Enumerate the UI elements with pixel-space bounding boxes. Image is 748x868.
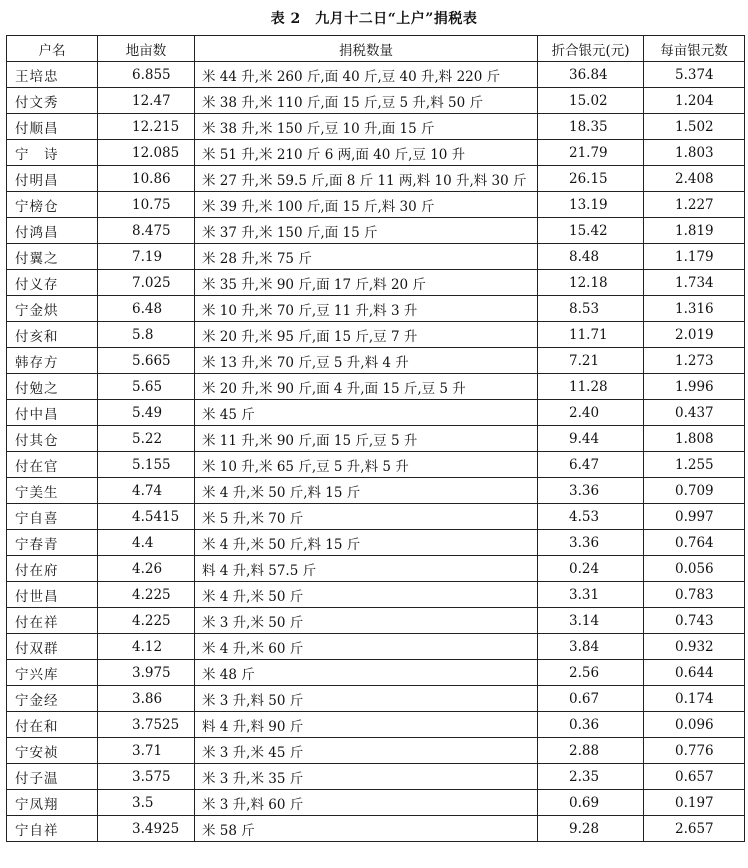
silver-equivalent-cell: 13.19 [538,192,644,218]
land-area-cell: 3.975 [98,660,195,686]
tax-amount-cell: 料 4 升,料 90 斤 [195,712,538,738]
land-area-cell: 10.75 [98,192,195,218]
table-row [7,62,745,88]
household-name-cell: 宁兴库 [7,660,98,686]
table-row [7,88,745,114]
silver-equivalent-cell: 3.36 [538,530,644,556]
land-area-cell: 7.19 [98,244,195,270]
land-area-cell: 12.215 [98,114,195,140]
tax-amount-cell: 米 3 升,米 45 斤 [195,738,538,764]
silver-per-mu-cell: 0.709 [644,478,745,504]
silver-equivalent-cell: 12.18 [538,270,644,296]
household-name-cell: 宁春青 [7,530,98,556]
header-silver-per-mu: 每亩银元数 [644,36,745,62]
tax-amount-cell: 米 4 升,米 60 斤 [195,634,538,660]
silver-equivalent-cell: 11.28 [538,374,644,400]
household-name-cell: 宁安祯 [7,738,98,764]
land-area-cell: 5.49 [98,400,195,426]
silver-per-mu-cell: 5.374 [644,62,745,88]
header-household-name: 户名 [7,36,98,62]
table-row [7,686,745,712]
land-area-cell: 5.22 [98,426,195,452]
table-row [7,322,745,348]
household-name-cell: 付在和 [7,712,98,738]
silver-equivalent-cell: 0.36 [538,712,644,738]
silver-per-mu-cell: 1.996 [644,374,745,400]
silver-equivalent-cell: 6.47 [538,452,644,478]
silver-per-mu-cell: 0.932 [644,634,745,660]
silver-per-mu-cell: 1.819 [644,218,745,244]
tax-amount-cell: 米 3 升,料 50 斤 [195,686,538,712]
table-row [7,270,745,296]
land-area-cell: 4.225 [98,582,195,608]
land-area-cell: 3.575 [98,764,195,790]
land-area-cell: 3.71 [98,738,195,764]
silver-per-mu-cell: 1.227 [644,192,745,218]
table-row [7,426,745,452]
silver-per-mu-cell: 0.783 [644,582,745,608]
table-row [7,192,745,218]
table-row [7,634,745,660]
land-area-cell: 4.12 [98,634,195,660]
silver-equivalent-cell: 8.48 [538,244,644,270]
tax-amount-cell: 米 5 升,米 70 斤 [195,504,538,530]
land-area-cell: 3.5 [98,790,195,816]
table-row [7,790,745,816]
tax-amount-cell: 米 4 升,米 50 斤 [195,582,538,608]
silver-equivalent-cell: 2.35 [538,764,644,790]
land-area-cell: 6.48 [98,296,195,322]
household-name-cell: 宁凤翔 [7,790,98,816]
table-row [7,712,745,738]
table-row [7,478,745,504]
tax-amount-cell: 米 37 升,米 150 斤,面 15 斤 [195,218,538,244]
silver-equivalent-cell: 0.67 [538,686,644,712]
tax-amount-cell: 米 20 升,米 95 斤,面 15 斤,豆 7 升 [195,322,538,348]
silver-per-mu-cell: 1.179 [644,244,745,270]
silver-per-mu-cell: 0.657 [644,764,745,790]
household-name-cell: 付在府 [7,556,98,582]
household-name-cell: 付其仓 [7,426,98,452]
table-row [7,556,745,582]
tax-amount-cell: 米 4 升,米 50 斤,料 15 斤 [195,478,538,504]
tax-amount-cell: 米 27 升,米 59.5 斤,面 8 斤 11 两,料 10 升,料 30 斤 [195,166,538,192]
silver-per-mu-cell: 0.096 [644,712,745,738]
household-name-cell: 付亥和 [7,322,98,348]
land-area-cell: 5.8 [98,322,195,348]
tax-amount-cell: 米 44 升,米 260 斤,面 40 斤,豆 40 升,料 220 斤 [195,62,538,88]
header-silver-equivalent: 折合银元(元) [538,36,644,62]
silver-equivalent-cell: 2.56 [538,660,644,686]
silver-equivalent-cell: 3.14 [538,608,644,634]
household-name-cell: 付世昌 [7,582,98,608]
tax-amount-cell: 米 10 升,米 65 斤,豆 5 升,料 5 升 [195,452,538,478]
silver-per-mu-cell: 1.204 [644,88,745,114]
silver-equivalent-cell: 21.79 [538,140,644,166]
tax-amount-cell: 米 38 升,米 150 斤,豆 10 升,面 15 斤 [195,114,538,140]
household-name-cell: 付子温 [7,764,98,790]
table-row [7,660,745,686]
silver-per-mu-cell: 1.808 [644,426,745,452]
table-row [7,504,745,530]
silver-per-mu-cell: 0.743 [644,608,745,634]
household-name-cell: 宁金烘 [7,296,98,322]
household-name-cell: 宁自喜 [7,504,98,530]
household-name-cell: 付中昌 [7,400,98,426]
table-row [7,166,745,192]
household-name-cell: 付明昌 [7,166,98,192]
silver-per-mu-cell: 1.273 [644,348,745,374]
table-row [7,218,745,244]
silver-per-mu-cell: 0.644 [644,660,745,686]
silver-equivalent-cell: 9.28 [538,816,644,842]
silver-equivalent-cell: 15.42 [538,218,644,244]
header-land-area: 地亩数 [98,36,195,62]
land-area-cell: 4.5415 [98,504,195,530]
silver-equivalent-cell: 15.02 [538,88,644,114]
land-area-cell: 5.65 [98,374,195,400]
silver-per-mu-cell: 0.997 [644,504,745,530]
silver-per-mu-cell: 2.657 [644,816,745,842]
household-name-cell: 付顺昌 [7,114,98,140]
household-name-cell: 付义存 [7,270,98,296]
table-row [7,296,745,322]
land-area-cell: 12.085 [98,140,195,166]
silver-per-mu-cell: 0.056 [644,556,745,582]
household-name-cell: 付鸿昌 [7,218,98,244]
land-area-cell: 4.74 [98,478,195,504]
tax-amount-cell: 米 48 斤 [195,660,538,686]
tax-amount-cell: 米 35 升,米 90 斤,面 17 斤,料 20 斤 [195,270,538,296]
tax-amount-cell: 米 58 斤 [195,816,538,842]
household-name-cell: 宁榜仓 [7,192,98,218]
table-row [7,738,745,764]
silver-equivalent-cell: 4.53 [538,504,644,530]
tax-amount-cell: 米 4 升,米 50 斤,料 15 斤 [195,530,538,556]
silver-per-mu-cell: 2.408 [644,166,745,192]
household-name-cell: 付翼之 [7,244,98,270]
tax-amount-cell: 米 3 升,米 35 斤 [195,764,538,790]
land-area-cell: 3.4925 [98,816,195,842]
tax-amount-cell: 米 3 升,米 50 斤 [195,608,538,634]
silver-equivalent-cell: 26.15 [538,166,644,192]
silver-per-mu-cell: 1.803 [644,140,745,166]
table-row [7,608,745,634]
tax-amount-cell: 米 20 升,米 90 斤,面 4 升,面 15 斤,豆 5 升 [195,374,538,400]
silver-per-mu-cell: 2.019 [644,322,745,348]
silver-equivalent-cell: 7.21 [538,348,644,374]
land-area-cell: 8.475 [98,218,195,244]
table-body [7,62,745,842]
land-area-cell: 3.7525 [98,712,195,738]
silver-per-mu-cell: 1.316 [644,296,745,322]
land-area-cell: 5.155 [98,452,195,478]
silver-per-mu-cell: 0.437 [644,400,745,426]
silver-equivalent-cell: 9.44 [538,426,644,452]
tax-amount-cell: 料 4 升,料 57.5 斤 [195,556,538,582]
land-area-cell: 4.225 [98,608,195,634]
silver-equivalent-cell: 3.31 [538,582,644,608]
household-name-cell: 付在官 [7,452,98,478]
tax-amount-cell: 米 28 升,米 75 斤 [195,244,538,270]
silver-per-mu-cell: 1.502 [644,114,745,140]
tax-amount-cell: 米 10 升,米 70 斤,豆 11 升,料 3 升 [195,296,538,322]
table-row [7,244,745,270]
header-tax-amount: 捐税数量 [195,36,538,62]
silver-equivalent-cell: 2.88 [538,738,644,764]
table-row [7,530,745,556]
land-area-cell: 12.47 [98,88,195,114]
silver-equivalent-cell: 3.36 [538,478,644,504]
land-area-cell: 4.4 [98,530,195,556]
table-row [7,140,745,166]
silver-per-mu-cell: 0.174 [644,686,745,712]
household-name-cell: 付文秀 [7,88,98,114]
silver-per-mu-cell: 1.255 [644,452,745,478]
household-name-cell: 付在祥 [7,608,98,634]
table-row [7,114,745,140]
silver-equivalent-cell: 0.24 [538,556,644,582]
household-name-cell: 韩存方 [7,348,98,374]
table-row [7,374,745,400]
land-area-cell: 3.86 [98,686,195,712]
land-area-cell: 6.855 [98,62,195,88]
silver-equivalent-cell: 8.53 [538,296,644,322]
tax-amount-cell: 米 45 斤 [195,400,538,426]
land-area-cell: 5.665 [98,348,195,374]
table-row [7,348,745,374]
table-header-row [7,36,745,62]
silver-equivalent-cell: 36.84 [538,62,644,88]
tax-amount-cell: 米 39 升,米 100 斤,面 15 斤,料 30 斤 [195,192,538,218]
household-name-cell: 付双群 [7,634,98,660]
household-name-cell: 宁 诗 [7,140,98,166]
tax-table [6,35,745,842]
table-row [7,582,745,608]
household-name-cell: 付勉之 [7,374,98,400]
silver-per-mu-cell: 0.776 [644,738,745,764]
silver-equivalent-cell: 0.69 [538,790,644,816]
household-name-cell: 宁自祥 [7,816,98,842]
silver-per-mu-cell: 0.197 [644,790,745,816]
silver-equivalent-cell: 3.84 [538,634,644,660]
household-name-cell: 王培忠 [7,62,98,88]
land-area-cell: 7.025 [98,270,195,296]
tax-amount-cell: 米 3 升,料 60 斤 [195,790,538,816]
silver-equivalent-cell: 18.35 [538,114,644,140]
silver-equivalent-cell: 11.71 [538,322,644,348]
land-area-cell: 4.26 [98,556,195,582]
table-row [7,452,745,478]
land-area-cell: 10.86 [98,166,195,192]
household-name-cell: 宁金经 [7,686,98,712]
tax-amount-cell: 米 11 升,米 90 斤,面 15 斤,豆 5 升 [195,426,538,452]
table-row [7,764,745,790]
tax-amount-cell: 米 38 升,米 110 斤,面 15 斤,豆 5 升,料 50 斤 [195,88,538,114]
silver-per-mu-cell: 0.764 [644,530,745,556]
silver-per-mu-cell: 1.734 [644,270,745,296]
tax-amount-cell: 米 51 升,米 210 斤 6 两,面 40 斤,豆 10 升 [195,140,538,166]
table-title: 表 2 九月十二日“上户”捐税表 [270,11,478,27]
tax-amount-cell: 米 13 升,米 70 斤,豆 5 升,料 4 升 [195,348,538,374]
silver-equivalent-cell: 2.40 [538,400,644,426]
table-row [7,816,745,842]
table-row [7,400,745,426]
household-name-cell: 宁美生 [7,478,98,504]
